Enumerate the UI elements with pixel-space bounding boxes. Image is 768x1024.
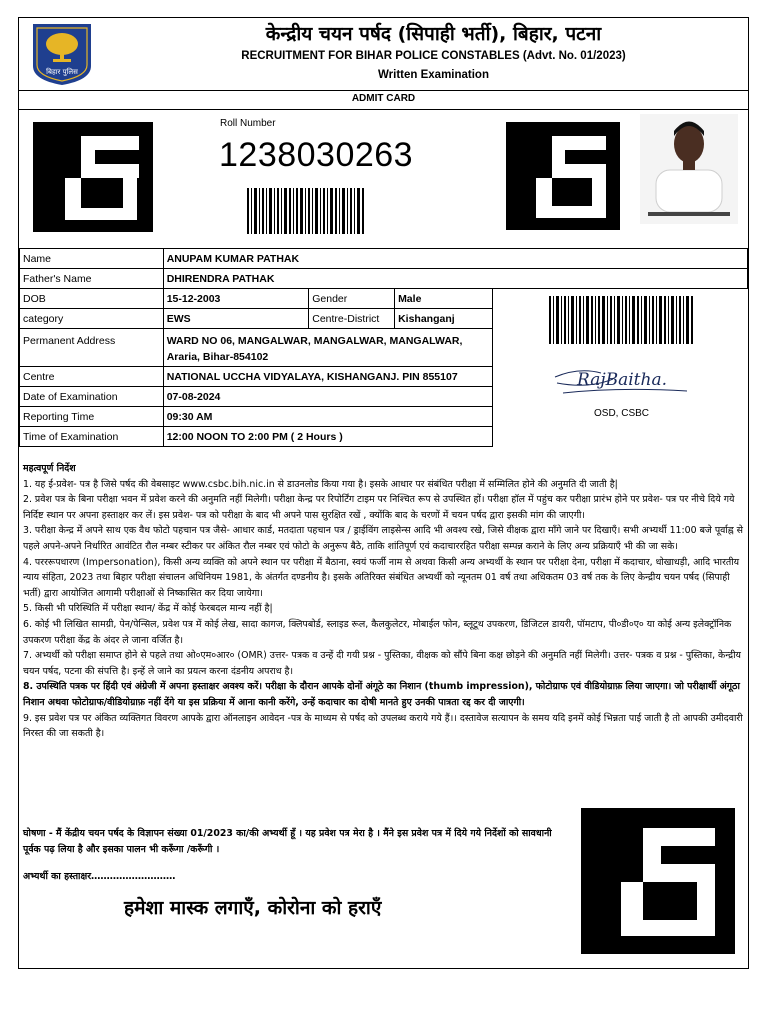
address-value bbox=[163, 329, 492, 367]
instruction-item: 3. परीक्षा केन्द्र में अपने साथ एक वैध फोटो पहचान पत्र जैसे- आधार कार्ड, मतदाता पहचान पत्र / ड्राईविंग लाइसेन्स आदि भी अवश्य रखे, जिसे वीक्षक द्वारा माँगे जाने पर दिखाएँ। सभी अभ्यर्थी 11:00 बजे पूर्वाह्न से पहले अपने-अपने निर्धारित आवंटित रौल नम्बर स्टीकर पर अंकित रौल नम्बर एवं फोटो के अनुरूप बैठे, ताकि शांतिपूर्ण एवं कदाचाररहित परीक्षा सम्पन्न कराने के लिए अन्य प्रक्रियाएँ भी की जा सके। bbox=[23, 525, 743, 552]
candidate-signature-line: अभ्यर्थी का हस्ताक्षर……………………… bbox=[23, 871, 176, 882]
roll-number-label: Roll Number bbox=[220, 118, 276, 129]
instruction-item: 1. यह ई-प्रवेश- पत्र है जिसे पर्षद की वेबसाइट www.csbc.bih.nic.in से डाउनलोड किया गया है। इसके आधार पर संबंधित परीक्षा में सम्मिलित होने की अनुमति दी जाती है| bbox=[23, 478, 618, 490]
centre-district-label: Centre-District bbox=[309, 309, 395, 329]
qr-code-left-icon bbox=[33, 122, 153, 232]
barcode-right-icon bbox=[549, 296, 695, 344]
logo-text: बिहार पुलिस bbox=[46, 68, 78, 76]
candidate-photo bbox=[640, 114, 738, 224]
mask-slogan: हमेशा मास्क लगाएँ, कोरोना को हराएँ bbox=[124, 897, 382, 919]
qr-code-bottom-icon bbox=[581, 808, 735, 954]
barcode-icon bbox=[247, 188, 365, 234]
dob-value: 15-12-2003 bbox=[163, 289, 309, 309]
centre-label: Centre bbox=[20, 367, 164, 387]
roll-number: 1238030263 bbox=[219, 136, 414, 174]
exam-date-value: 07-08-2024 bbox=[163, 387, 492, 407]
name-value: ANUPAM KUMAR PATHAK bbox=[163, 249, 747, 269]
instruction-item: 8. उपस्थिति पत्रक पर हिंदी एवं अंग्रेजी में अपना हस्ताक्षर अवश्य करें। परीक्षा के दौरान आपके दोनों अंगूठे का निशान (thumb impression), फोटोग्राफ एवं वीडियोग्राफ़ लिया जाएगा। जो परीक्षार्थी अंगूठा निशान अथवा फोटोग्राफ/वीडियोग्राफ़ नहीं देंगे या इस प्रक्रिया में आना कानी करेंगे, उन्हें कदाचार का दोषी मानते हुए उनकी पात्रता रद्द कर दी जाएगी। bbox=[23, 681, 740, 708]
table-row bbox=[20, 249, 748, 269]
centre-value: NATIONAL UCCHA VIDYALAYA, KISHANGANJ. PIN 855107 bbox=[163, 367, 492, 387]
instructions-heading: महत्वपूर्ण निर्देश bbox=[23, 463, 76, 474]
category-label: category bbox=[20, 309, 164, 329]
bihar-police-logo-icon bbox=[31, 22, 93, 86]
dob-label: DOB bbox=[20, 289, 164, 309]
instruction-item: 6. कोई भी लिखित सामग्री, पेन/पेन्सिल, प्रवेश पत्र में कोई लेख, सादा कागज, क्लिपबोर्ड, स्लाइड रूल, कैलकुलेटर, मोबाईल फोन, ब्लूटूथ उपकरण, डिजिटल डायरी, पॉमटाप, पी०डी०ए० या कोई अन्य इलेक्ट्रॉनिक उपकरण परीक्षा केंद्र के अंदर ले जाना वर्जित है। bbox=[23, 618, 732, 646]
gender-value: Male bbox=[395, 289, 493, 309]
name-label: Name bbox=[20, 249, 164, 269]
table-row bbox=[20, 269, 748, 289]
header-title-english: RECRUITMENT FOR BIHAR POLICE CONSTABLES (Advt. No. 01/2023) bbox=[241, 50, 626, 62]
centre-district-value: Kishanganj bbox=[395, 309, 493, 329]
father-name-label: Father's Name bbox=[20, 269, 164, 289]
instruction-item: 4. परररूपधारण (Impersonation), किसी अन्य व्यक्ति को अपने स्थान पर परीक्षा में बैठाना, स्वयं फर्जी नाम से अथवा किसी अन्य अभ्यर्थी के स्थान पर परीक्षा देना, परीक्षा में कदाचार, धोखाधड़ी, आदि भारतीय न्याय संहिता, 2023 तथा बिहार परीक्षा संचालन अधिनियम 1981, के अंतर्गत दण्डनीय है। इसके अतिरिक्त संबंधित अभ्यर्थी को न्यूनतम 01 वर्ष तथा अधिकतम 03 वर्ष तक के लिए केन्द्रीय चयन पर्षद (सिपाही भर्ती) द्वारा आयोजित आगामी परीक्षाओं से निष्कासित कर दिया जायेगा। bbox=[23, 556, 740, 599]
exam-date-label: Date of Examination bbox=[20, 387, 164, 407]
reporting-time-label: Reporting Time bbox=[20, 407, 164, 427]
address-line-2: Araria, Bihar-854102 bbox=[166, 351, 269, 363]
osd-signature-icon bbox=[549, 361, 699, 401]
category-value: EWS bbox=[163, 309, 309, 329]
admit-card bbox=[18, 17, 749, 969]
header-title-hindi: केन्द्रीय चयन पर्षद (सिपाही भर्ती), बिहार, पटना bbox=[265, 23, 602, 45]
gender-label: Gender bbox=[309, 289, 395, 309]
instruction-item: 9. इस प्रवेश पत्र पर अंकित व्यक्तिगत विवरण आपके द्वारा ऑनलाइन आवेदन -पत्र के माध्यम से पर्षद को उपलब्ध कराये गये हैं।। दस्तावेज सत्यापन के समय यदि इनमें कोई भिन्नता पाई जाती है तो आपकी उमीदवारी निरस्त की जा सकती है। bbox=[23, 712, 743, 740]
reporting-time-value: 09:30 AM bbox=[163, 407, 492, 427]
header-exam-type: Written Examination bbox=[378, 69, 489, 81]
father-name-value: DHIRENDRA PATHAK bbox=[163, 269, 747, 289]
section-title: ADMIT CARD bbox=[351, 93, 416, 104]
address-line-1: WARD NO 06, MANGALWAR, MANGALWAR, MANGALWAR, bbox=[166, 335, 463, 347]
qr-code-right-icon bbox=[506, 122, 620, 230]
declaration-text: घोषणा - मैं केंद्रीय चयन पर्षद के विज्ञापन संख्या 01/2023 का/की अभ्यर्थी हूँ । यह प्रवेश पत्र मेरा है । मैंने इस प्रवेश पत्र में दिये गये निर्देशों को सावधानी पूर्वक पढ़ लिया है और इसका पालन भी करूँगा /करूँगी । bbox=[23, 828, 552, 855]
divider bbox=[19, 109, 748, 110]
instructions bbox=[23, 461, 745, 742]
divider bbox=[19, 90, 748, 91]
signature-text: RajBaitha. bbox=[577, 370, 667, 390]
instruction-item: 2. प्रवेश पत्र के बिना परीक्षा भवन में प्रवेश करने की अनुमति नहीं मिलेगी। परीक्षा केन्द्र पर रिपोर्टिंग टाइम पर निश्चित रूप से उपस्थित हों। परीक्षा हॉल में पहुंच कर परीक्षा प्रारंभ होने पर प्रवेश- पत्र पर नीचे दिये गये निर्दिष्ट स्थान पर अपना हस्ताक्षर कर लें। इस प्रवेश- पत्र को परीक्षा के बाद भी अपने पास सुरक्षित रखें , क्योंकि बाद के चरणों में चयन पर्षद द्वारा इसकी मांग की जाएगी। bbox=[23, 494, 735, 521]
instruction-item: 7. अभ्यर्थी को परीक्षा समाप्त होने से पहले तथा ओ०एम०आर० (OMR) उत्तर- पत्रक व उन्हें दी गयी प्रश्न - पुस्तिका, वीक्षक को सौंपे बिना कक्ष छोड़ने की अनुमति नहीं मिलेगी। उत्तर- पत्रक व प्रश्न - पुस्तिका, केन्द्रीय चयन पर्षद, पटना की संपत्ति है। इन्हें ले जाने का प्रयत्न करना दंडनीय अपराध है। bbox=[23, 650, 741, 677]
address-label: Permanent Address bbox=[20, 329, 164, 367]
instruction-item: 5. किसी भी परिस्थिति में परीक्षा स्थान/ केंद्र में कोई फेरबदल मान्य नहीं है| bbox=[23, 603, 273, 615]
signature-designation: OSD, CSBC bbox=[594, 408, 650, 419]
exam-time-value: 12:00 NOON TO 2:00 PM ( 2 Hours ) bbox=[163, 427, 492, 447]
exam-time-label: Time of Examination bbox=[20, 427, 164, 447]
